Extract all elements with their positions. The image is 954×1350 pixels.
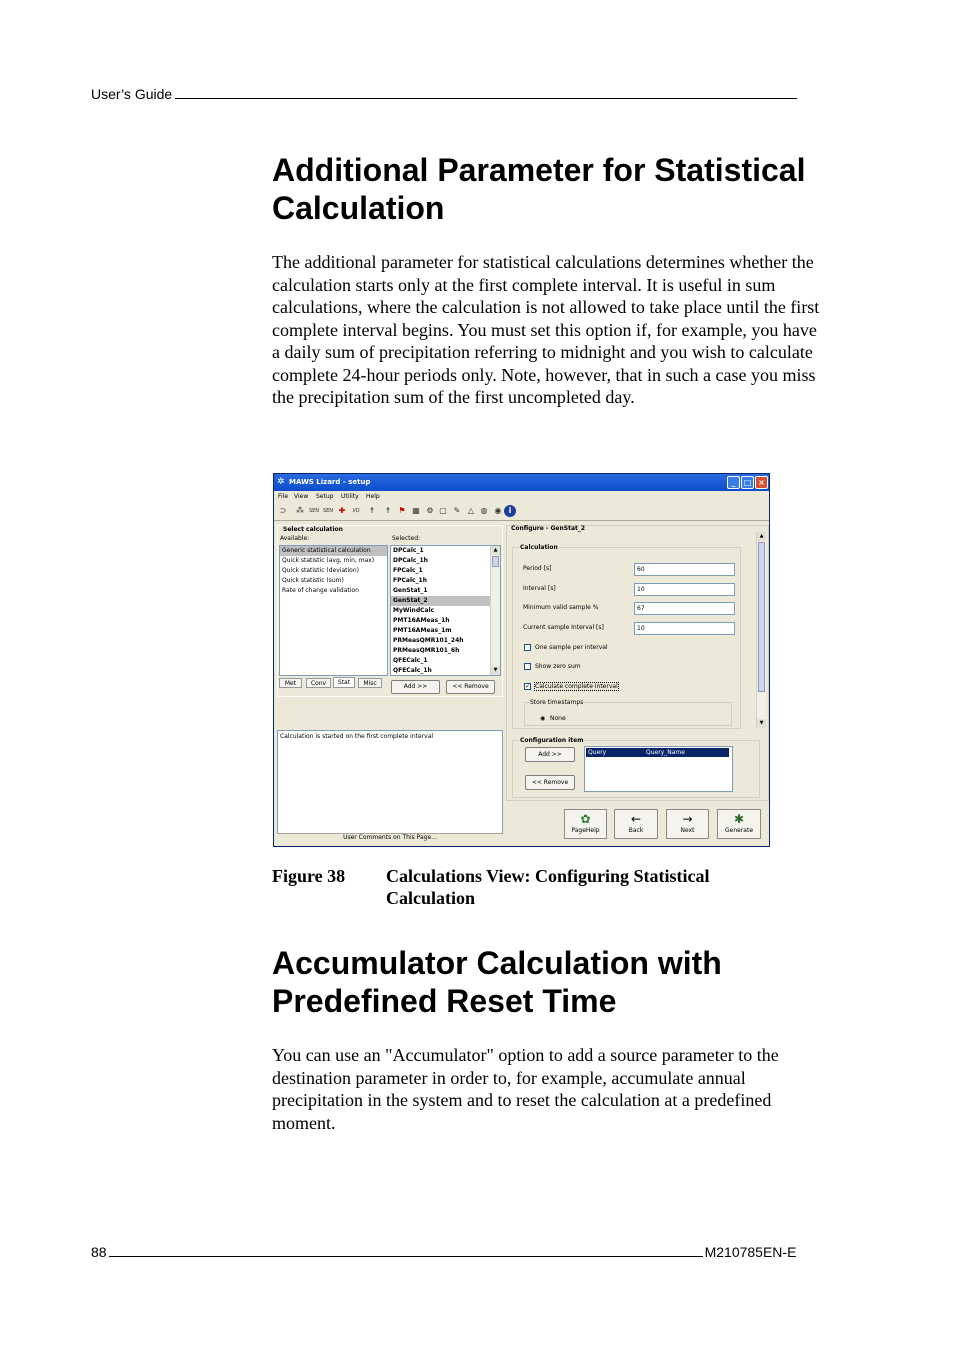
section2-paragraph: You can use an "Accumulator" option to add a source parameter to the destination parameter in order to, for example, accumulate annual precipitation in the system and to reset the calculation at a predefined moment. [272, 1045, 779, 1133]
header-text: User’s Guide [91, 86, 173, 102]
user-comments-link[interactable]: User Comments on This Page... [277, 833, 503, 841]
generate-label: Generate [724, 827, 754, 834]
select-calculation-title: Select calculation [283, 526, 343, 533]
calc-tabs [279, 678, 379, 688]
add-calculation-button[interactable]: Add >> [391, 680, 440, 694]
section1-heading-line2: Calculation [272, 190, 445, 226]
info-icon[interactable]: i [504, 505, 516, 517]
section2-heading-line1: Accumulator Calculation with [272, 945, 722, 981]
list-item[interactable]: DPCalc_1h [393, 557, 428, 564]
sensor-icon[interactable]: SEN [308, 508, 320, 514]
maws-lizard-window [273, 473, 770, 847]
config-item-header-row [586, 748, 729, 757]
pencil-icon[interactable]: ✎ [453, 506, 461, 515]
period-input[interactable]: 60 [634, 563, 735, 576]
person-icon[interactable]: ☨ [369, 506, 375, 515]
next-button[interactable] [666, 809, 709, 839]
scroll-thumb[interactable] [758, 542, 765, 692]
interval-label: Interval [s] [523, 585, 556, 592]
period-label: Period [s] [523, 565, 552, 572]
menu-bar [274, 491, 769, 502]
logbook-icon[interactable]: ⚑ [398, 506, 406, 515]
io-icon[interactable]: I/O [352, 508, 360, 514]
list-item[interactable]: PMT16AMeas_1h [393, 617, 450, 624]
min-valid-label: Minimum valid sample % [523, 604, 599, 611]
network-icon[interactable]: ⁂ [296, 506, 304, 515]
show-zero-sum-checkbox[interactable] [524, 663, 531, 670]
figure-number: Figure 38 [272, 866, 346, 886]
list-item[interactable]: Quick statistic (avg, min, max) [282, 557, 375, 564]
flag-icon[interactable]: ✚ [338, 506, 346, 515]
maximize-button[interactable]: □ [741, 476, 754, 489]
sensor2-icon[interactable]: SEN [322, 508, 334, 514]
next-arrow-icon: → [682, 812, 693, 826]
available-label: Available: [280, 535, 310, 542]
meter-icon[interactable]: ▦ [412, 506, 420, 515]
selected-label: Selected: [392, 535, 421, 542]
configure-title: Configure - GenStat_2 [511, 525, 586, 532]
radio-none-icon[interactable]: ◉ [540, 715, 546, 722]
section1-heading-line1: Additional Parameter for Statistical [272, 152, 806, 188]
scroll-down-icon[interactable]: ▼ [491, 666, 500, 675]
store-timestamps-value: None [550, 715, 566, 722]
section2-heading-line2: Predefined Reset Time [272, 983, 617, 1019]
running-footer [91, 1244, 796, 1260]
store-timestamps-label: Store timestamps [530, 699, 584, 706]
generate-button[interactable] [717, 809, 761, 839]
min-valid-input[interactable]: 67 [634, 602, 735, 615]
bell-icon[interactable]: △ [467, 506, 475, 515]
connect-icon[interactable]: ⊃ [279, 506, 287, 515]
generate-icon: ✱ [733, 812, 745, 826]
calculate-complete-interval-checkbox[interactable]: ✓ [525, 683, 531, 690]
add-config-item-button[interactable]: Add >> [525, 747, 575, 762]
calculate-complete-interval-label: Calculate complete interval [535, 683, 618, 690]
section1-heading [272, 151, 832, 227]
tab-met[interactable]: Met [279, 678, 302, 688]
running-header [91, 86, 797, 102]
sample-interval-label: Current sample Interval [s] [523, 624, 604, 631]
db-icon[interactable]: ◍ [480, 506, 488, 515]
menu-view[interactable]: View [294, 493, 309, 500]
list-item[interactable]: PRMeasQMR101_24h [393, 637, 464, 644]
scroll-up-icon[interactable]: ▲ [757, 532, 766, 541]
lock-icon[interactable]: ◉ [494, 506, 502, 515]
back-label: Back [628, 827, 644, 834]
list-item[interactable]: QFECalc_1h [393, 667, 432, 674]
scroll-down-icon[interactable]: ▼ [757, 719, 766, 728]
selected-list[interactable] [390, 545, 501, 676]
menu-utility[interactable]: Utility [341, 493, 359, 500]
configure-scrollbar[interactable] [756, 532, 766, 728]
page-icon[interactable]: ▢ [439, 506, 447, 515]
header-rule [175, 86, 797, 99]
list-item-selected[interactable]: GenStat_2 [391, 596, 500, 606]
back-arrow-icon: ← [630, 812, 642, 826]
close-button[interactable]: × [755, 476, 768, 489]
show-zero-sum-label: Show zero sum [535, 663, 581, 670]
list-item[interactable]: PMT16AMeas_1m [393, 627, 452, 634]
pagehelp-label: PageHelp [571, 827, 600, 834]
scroll-thumb[interactable] [492, 556, 499, 567]
list-item[interactable]: QFECalc_1 [393, 657, 428, 664]
app-icon: ✲ [277, 477, 285, 487]
sample-interval-input[interactable]: 10 [634, 622, 735, 635]
page-number: 88 [91, 1244, 107, 1260]
list-item[interactable]: FPCalc_1 [393, 567, 423, 574]
comment-box[interactable] [277, 730, 503, 834]
list-item[interactable]: Generic statistical calculation [280, 546, 387, 556]
person2-icon[interactable]: ☨ [385, 506, 391, 515]
menu-setup[interactable]: Setup [316, 493, 334, 500]
remove-calculation-button[interactable]: << Remove [446, 680, 495, 694]
one-sample-checkbox[interactable] [524, 644, 531, 651]
menu-help[interactable]: Help [366, 493, 380, 500]
store-timestamps-group [524, 699, 732, 726]
tab-misc[interactable]: Misc [358, 678, 382, 688]
title-bar [274, 474, 769, 491]
figure-caption-text: Calculations View: Configuring Statistical Calculation [386, 866, 710, 908]
menu-file[interactable]: File [278, 493, 289, 500]
footer-rule [109, 1244, 703, 1257]
one-sample-label: One sample per interval [535, 644, 608, 651]
doc-code: M210785EN-E [704, 1244, 797, 1260]
pagehelp-icon: ✿ [580, 812, 591, 826]
scroll-up-icon[interactable]: ▲ [491, 546, 500, 555]
query-column-header: Query [588, 749, 607, 756]
gear-icon[interactable]: ⚙ [426, 506, 434, 515]
minimize-button[interactable]: _ [727, 476, 740, 489]
remove-config-item-button[interactable]: << Remove [525, 775, 575, 790]
list-item[interactable]: Quick statistic (deviation) [282, 567, 359, 574]
list-item[interactable]: PRMeasQMR101_6h [393, 647, 460, 654]
next-label: Next [680, 827, 695, 834]
back-button[interactable] [614, 809, 658, 839]
configuration-item-title: Configuration item [520, 737, 584, 744]
calculation-group-title: Calculation [520, 544, 558, 551]
list-item[interactable]: Quick statistic (sum) [282, 577, 344, 584]
interval-input[interactable]: 10 [634, 583, 735, 596]
tab-stat[interactable]: Stat [333, 677, 355, 688]
section2-heading [272, 944, 832, 1020]
list-item[interactable]: Rate of change validation [282, 587, 359, 594]
toolbar [274, 502, 769, 521]
config-item-table[interactable] [584, 746, 733, 792]
pagehelp-button[interactable] [564, 809, 607, 839]
list-item[interactable]: DPCalc_1 [393, 547, 424, 554]
tab-conv[interactable]: Conv [306, 678, 331, 688]
available-list[interactable] [279, 545, 388, 676]
section1-paragraph: The additional parameter for statistical calculations determines whether the calculation starts only at the first complete interval. It is useful in sum calculations, where the calculation is not allowed to take place until the first complete interval begins. You must set this option if, for example, you have a daily sum of precipitation referring to midnight and you wish to calculate complete 24-hour periods only. Note, however, that in such a case you miss the precipitation sum of the first uncompleted day. [272, 252, 820, 407]
window-title: MAWS Lizard - setup [289, 478, 371, 486]
list-item[interactable]: MyWindCalc [393, 607, 435, 614]
list-item[interactable]: FPCalc_1h [393, 577, 428, 584]
query-name-column-header: Query_Name [646, 749, 685, 756]
selected-list-scrollbar[interactable] [490, 546, 500, 675]
comment-text[interactable]: Calculation is started on the first complete interval [280, 733, 434, 740]
list-item[interactable]: GenStat_1 [393, 587, 428, 594]
